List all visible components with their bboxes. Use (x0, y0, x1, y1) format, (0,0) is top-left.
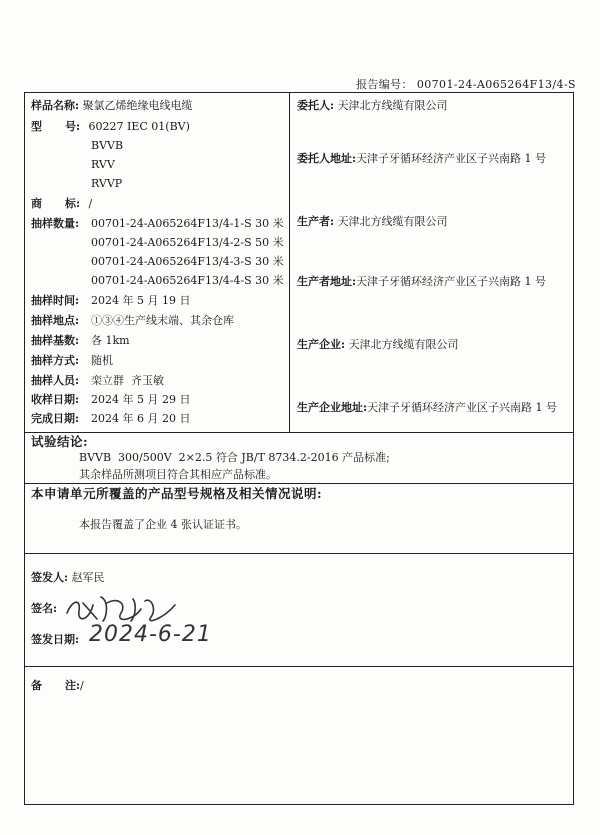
divider-sign-bottom (25, 666, 573, 667)
remarks-value: / (80, 679, 84, 692)
model-label: 型 号: (31, 120, 81, 133)
report-number: 报告编号： 00701-24-A065264F13/4-S (355, 78, 576, 91)
remarks-label: 备 注: (31, 679, 81, 692)
quantity-4: 00701-24-A065264F13/4-4-S 30 米 (91, 274, 284, 287)
sampling-time-label: 抽样时间: (31, 294, 80, 307)
model-2: BVVB (91, 139, 124, 152)
producer-address-label: 生产者地址: (297, 275, 357, 288)
quantity-3: 00701-24-A065264F13/4-3-S 30 米 (91, 255, 284, 268)
handwritten-signature (63, 591, 183, 625)
model-1: 60227 IEC 01(BV) (88, 120, 190, 133)
client: 天津北方线缆有限公司 (337, 99, 448, 112)
quantity-1: 00701-24-A065264F13/4-1-S 30 米 (91, 217, 284, 230)
divider-conclusion-bottom (25, 483, 573, 484)
handwritten-date: 2024-6-21 (89, 622, 212, 647)
sampling-base: 各 1km (91, 334, 130, 347)
enterprise-label: 生产企业: (297, 338, 346, 351)
enterprise: 天津北方线缆有限公司 (348, 338, 459, 351)
producer: 天津北方线缆有限公司 (337, 215, 448, 228)
divider-info-bottom (25, 432, 573, 433)
trademark-label: 商 标: (31, 197, 81, 210)
model-4: RVVP (91, 177, 123, 190)
conclusion-line-2: 其余样品所测项目符合其相应产品标准。 (79, 468, 277, 481)
client-address: 天津子牙循环经济产业区子兴南路 1 号 (356, 152, 547, 165)
quantity-2: 00701-24-A065264F13/4-2-S 50 米 (91, 236, 284, 249)
enterprise-address: 天津子牙循环经济产业区子兴南路 1 号 (367, 401, 558, 414)
client-label: 委托人: (297, 99, 335, 112)
sampling-place-label: 抽样地点: (31, 314, 80, 327)
sampling-method: 随机 (91, 354, 113, 367)
producer-address: 天津子牙循环经济产业区子兴南路 1 号 (356, 275, 547, 288)
sample-name-label: 样品名称: (31, 99, 80, 112)
sample-name: 聚氯乙烯绝缘电线电缆 (82, 99, 193, 112)
sampling-time: 2024 年 5 月 19 日 (91, 294, 191, 307)
completed-label: 完成日期: (31, 412, 80, 425)
received-label: 收样日期: (31, 393, 80, 406)
conclusion-title: 试验结论: (31, 434, 89, 449)
received-date: 2024 年 5 月 29 日 (91, 393, 191, 406)
issuer-label: 签发人: (31, 571, 69, 584)
coverage-title: 本申请单元所覆盖的产品型号规格及相关情况说明: (31, 486, 323, 501)
model-3: RVV (91, 158, 115, 171)
completed-date: 2024 年 6 月 20 日 (91, 412, 191, 425)
sampling-place: ①③④生产线末端、其余仓库 (91, 314, 234, 327)
issuer-name: 赵军民 (71, 571, 105, 584)
report-form (24, 92, 574, 805)
samplers: 栾立群 齐玉敏 (91, 374, 164, 387)
issue-date-label: 签发日期: (31, 633, 80, 646)
trademark: / (88, 197, 93, 210)
sampling-method-label: 抽样方式: (31, 354, 80, 367)
conclusion-line-1: BVVB 300/500V 2×2.5 符合 JB/T 8734.2-2016 产品标准; (79, 451, 390, 464)
quantity-label: 抽样数量: (31, 217, 80, 230)
coverage-text: 本报告覆盖了企业 4 张认证证书。 (79, 518, 247, 531)
enterprise-address-label: 生产企业地址: (297, 401, 368, 414)
sampling-base-label: 抽样基数: (31, 334, 80, 347)
client-address-label: 委托人地址: (297, 152, 357, 165)
divider-coverage-bottom (25, 553, 573, 554)
signature-label: 签名: (31, 602, 58, 615)
producer-label: 生产者: (297, 215, 335, 228)
sampler-label: 抽样人员: (31, 374, 80, 387)
column-divider (289, 93, 290, 432)
